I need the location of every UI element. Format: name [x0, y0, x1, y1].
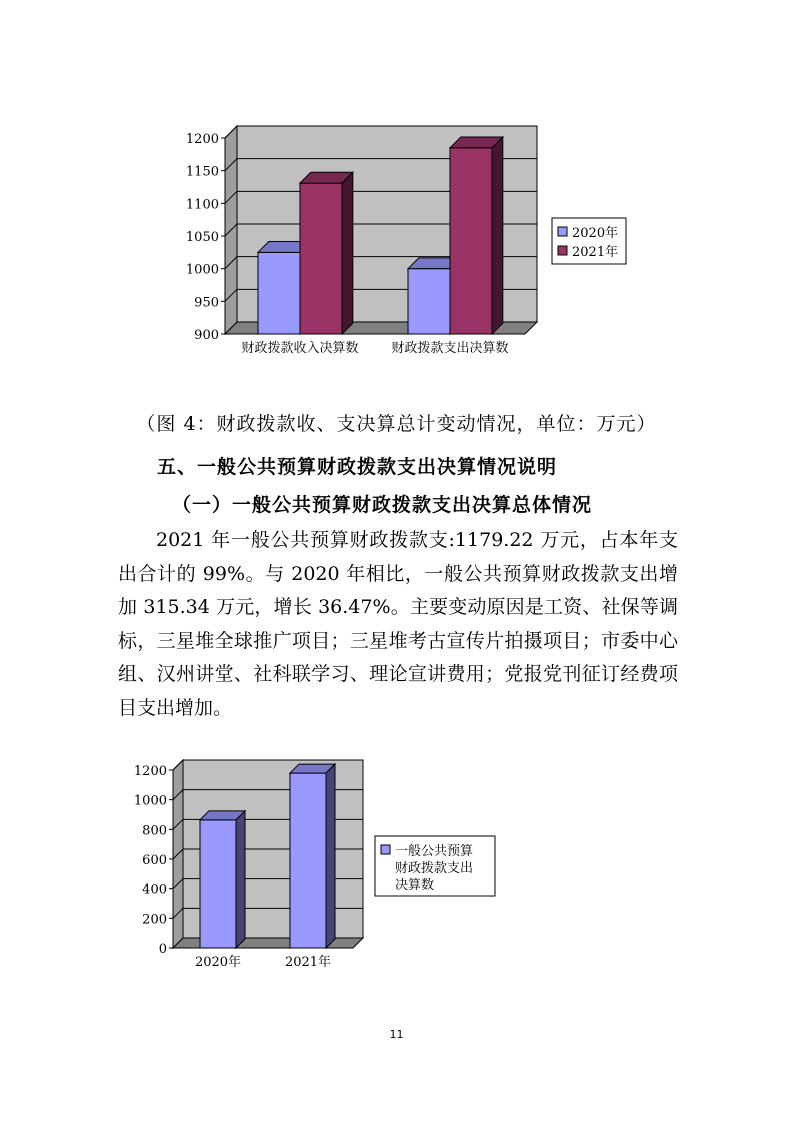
y-tick-label: 1100	[185, 197, 219, 213]
bar-front	[450, 148, 492, 334]
y-tick-label: 1000	[185, 262, 219, 278]
legend-label: 2020年	[572, 226, 619, 241]
sub-heading: （一）一般公共预算财政拨款支出决算总体情况	[172, 494, 593, 516]
x-category-label: 2020年	[194, 955, 242, 970]
x-category-label: 财政拨款支出决算数	[391, 341, 509, 356]
revenue-expenditure-chart	[180, 120, 640, 370]
body-paragraph: 2021 年一般公共预算财政拨款支:1179.22 万元，占本年支出合计的 99%。与 2020 年相比，一般公共预算财政拨款支出增加 315.34 万元，增长 36.47%。主要变动原因是工资、社保等调标，三星堆全球推广项目；三星堆考古宣传片拍摄项目；市委中心组、汉州讲堂、社科联学习、理论宣讲费用；党报党刊征订经费项目支出增加。	[118, 529, 678, 719]
y-tick-label: 1000	[133, 793, 167, 809]
legend-label-line: 一般公共预算	[395, 844, 474, 859]
bar-front	[290, 773, 326, 948]
y-tick-label: 600	[142, 853, 167, 868]
y-tick-label: 800	[142, 823, 167, 839]
legend-swatch	[558, 227, 567, 236]
bar-side	[342, 172, 353, 334]
section-heading: 五、一般公共预算财政拨款支出决算情况说明	[157, 456, 558, 478]
chart-1-svg	[180, 120, 640, 370]
figure-caption: （图 4：财政拨款收、支决算总计变动情况，单位：万元）	[136, 413, 657, 435]
bar-front	[200, 820, 236, 948]
y-tick-label: 1200	[133, 764, 167, 779]
y-tick-label: 1050	[185, 230, 219, 245]
page-number: 11	[389, 1028, 404, 1041]
y-tick-label: 900	[194, 328, 219, 343]
legend-label-line: 决算数	[395, 878, 435, 893]
legend-label: 2021年	[572, 245, 619, 260]
general-budget-expenditure-chart	[130, 758, 510, 980]
y-tick-label: 1150	[185, 164, 219, 180]
legend-swatch	[558, 246, 567, 255]
bar-side	[326, 764, 335, 948]
bar-front	[300, 183, 342, 334]
bar-front	[408, 269, 450, 334]
y-tick-label: 0	[158, 942, 167, 957]
x-category-label: 财政拨款收入决算数	[241, 341, 359, 356]
legend-swatch	[381, 845, 390, 854]
y-tick-label: 950	[194, 295, 219, 311]
bar-side	[492, 137, 503, 334]
y-tick-label: 200	[142, 912, 167, 928]
bar-front	[258, 252, 300, 334]
y-tick-label: 1200	[185, 132, 219, 147]
x-category-label: 2021年	[284, 955, 332, 970]
legend-label-line: 财政拨款支出	[395, 861, 474, 876]
y-tick-label: 400	[142, 882, 167, 898]
chart-2-svg	[130, 758, 510, 980]
bar-side	[236, 811, 245, 948]
